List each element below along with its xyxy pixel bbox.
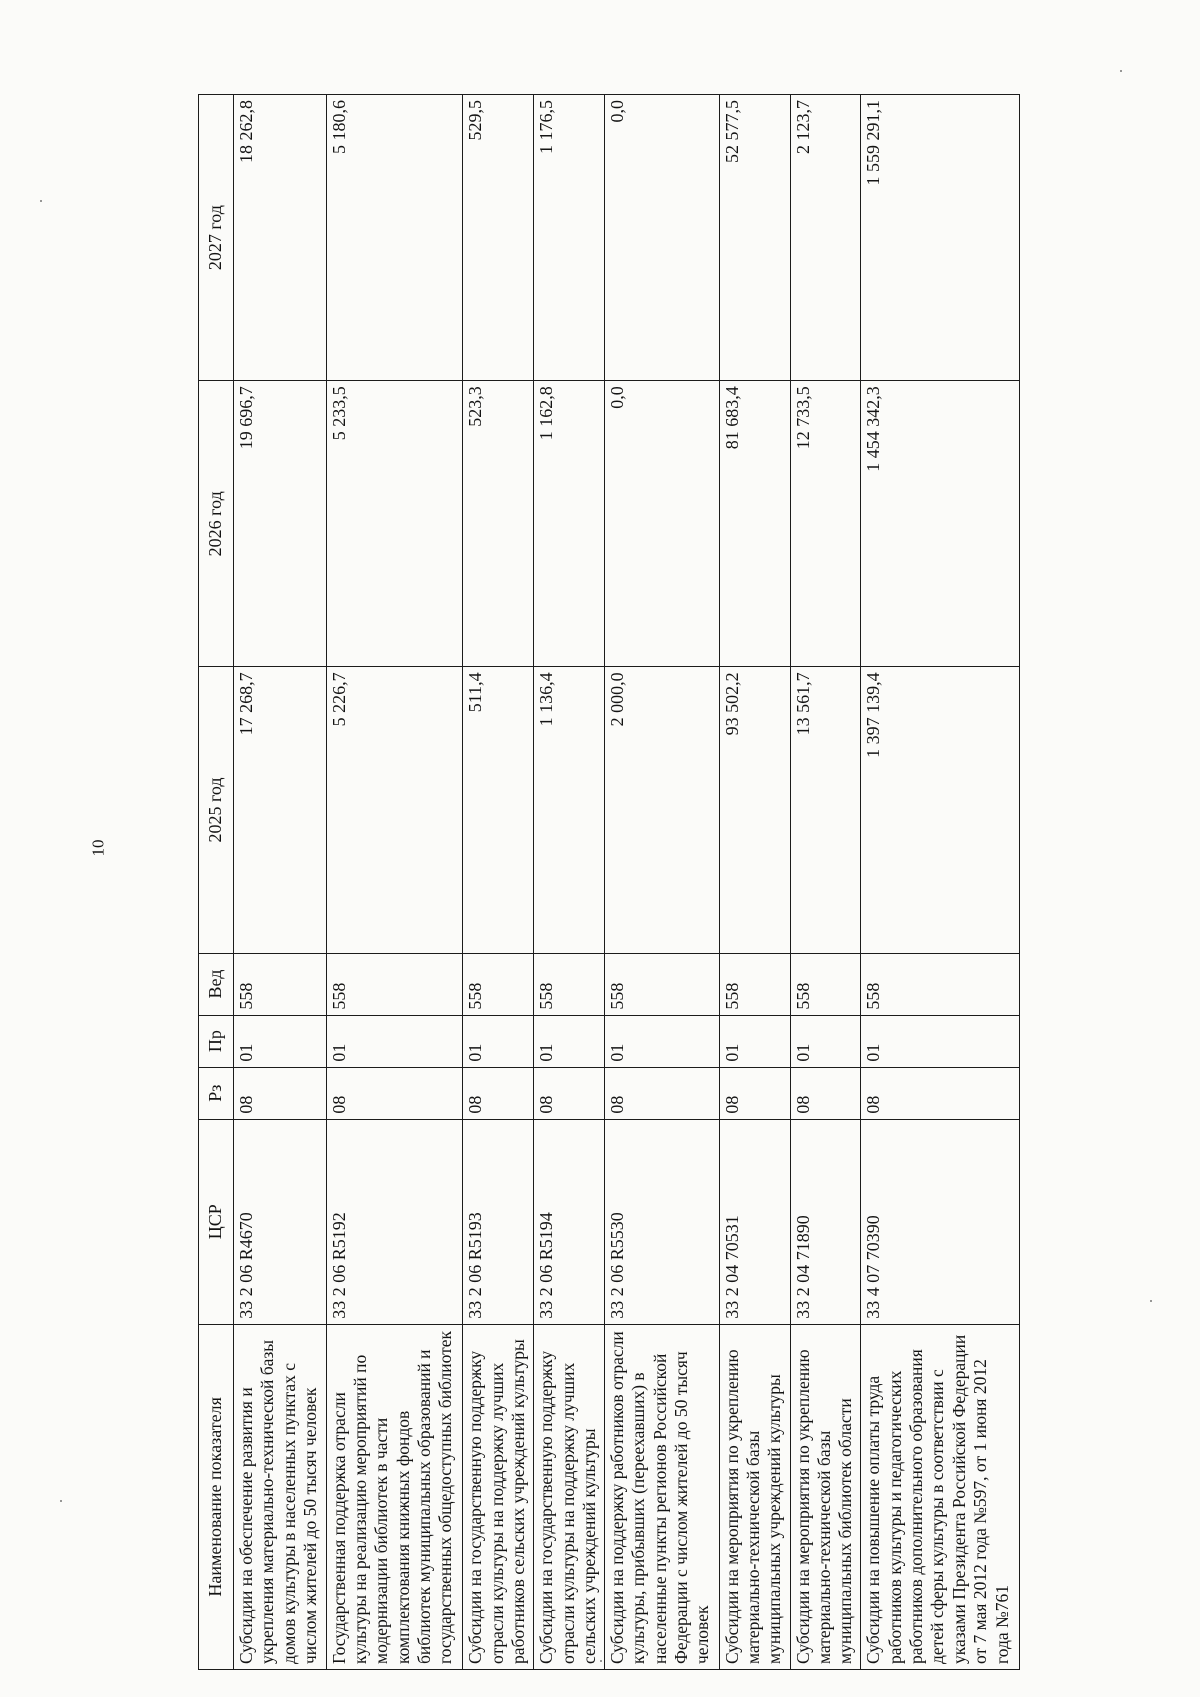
row-rz: 08 [534,1067,605,1119]
row-ved: 558 [326,953,463,1015]
row-2026: 12 733,5 [790,381,861,667]
row-pr: 01 [790,1015,861,1067]
header-ved: Вед [199,953,234,1015]
header-name: Наименование показателя [199,1324,234,1669]
row-2025: 2 000,0 [605,667,720,953]
table-row [790,95,861,1670]
row-2026: 1 162,8 [534,381,605,667]
subsidy-table [198,94,1020,1670]
row-pr: 01 [534,1015,605,1067]
row-2027: 5 180,6 [326,95,463,381]
row-rz: 08 [861,1067,1020,1119]
row-pr: 01 [326,1015,463,1067]
row-ved: 558 [234,953,327,1015]
row-ved: 558 [605,953,720,1015]
row-2027: 1 176,5 [534,95,605,381]
table-row [861,95,1020,1670]
header-row [199,95,234,1670]
row-csr: 33 2 06 R5192 [326,1119,463,1324]
row-csr: 33 2 06 R5194 [534,1119,605,1324]
row-pr: 01 [234,1015,327,1067]
page-number: 10 [88,839,108,857]
row-csr: 33 2 04 71890 [790,1119,861,1324]
row-2026: 0,0 [605,381,720,667]
table-row [463,95,534,1670]
row-rz: 08 [463,1067,534,1119]
table-row [605,95,720,1670]
row-name: Субсидии на государственную поддержку отрасли культуры на поддержку лучших сельских учреждений культуры [534,1324,605,1669]
row-ved: 558 [861,953,1020,1015]
row-2027: 0,0 [605,95,720,381]
row-2026: 81 683,4 [719,381,790,667]
row-2026: 1 454 342,3 [861,381,1020,667]
rotated-table-container [198,94,1020,1670]
row-pr: 01 [861,1015,1020,1067]
header-csr: ЦСР [199,1119,234,1324]
row-pr: 01 [719,1015,790,1067]
row-ved: 558 [790,953,861,1015]
header-2026: 2026 год [199,381,234,667]
row-2026: 523,3 [463,381,534,667]
row-2025: 5 226,7 [326,667,463,953]
header-rz: Рз [199,1067,234,1119]
row-name: Субсидии на поддержку работников отрасли культуры, прибывших (переехавших) в населенные пункты регионов Российской Федерации с числом жителей до 50 тысяч человек [605,1324,720,1669]
row-csr: 33 4 07 70390 [861,1119,1020,1324]
row-2027: 1 559 291,1 [861,95,1020,381]
row-ved: 558 [534,953,605,1015]
row-2025: 511,4 [463,667,534,953]
scan-speck [1150,1300,1152,1302]
row-csr: 33 2 04 70531 [719,1119,790,1324]
row-2025: 1 136,4 [534,667,605,953]
row-2027: 529,5 [463,95,534,381]
row-2026: 5 233,5 [326,381,463,667]
header-2027: 2027 год [199,95,234,381]
table-row [326,95,463,1670]
row-rz: 08 [326,1067,463,1119]
row-2027: 2 123,7 [790,95,861,381]
row-2025: 17 268,7 [234,667,327,953]
scan-speck [600,1660,602,1662]
table-row [534,95,605,1670]
row-ved: 558 [719,953,790,1015]
scan-speck [40,200,42,202]
row-2025: 93 502,2 [719,667,790,953]
row-csr: 33 2 06 R5530 [605,1119,720,1324]
row-rz: 08 [719,1067,790,1119]
row-name: Субсидии на мероприятия по укреплению материально-технической базы муниципальных библиотек области [790,1324,861,1669]
row-2027: 52 577,5 [719,95,790,381]
row-pr: 01 [463,1015,534,1067]
row-ved: 558 [463,953,534,1015]
row-2026: 19 696,7 [234,381,327,667]
table-row [234,95,327,1670]
row-2027: 18 262,8 [234,95,327,381]
row-csr: 33 2 06 R5193 [463,1119,534,1324]
row-name: Субсидии на государственную поддержку отрасли культуры на поддержку лучших работников сельских учреждений культуры [463,1324,534,1669]
scan-speck [1120,70,1122,72]
row-name: Субсидии на повышение оплаты труда работников культуры и педагогических работников дополнительного образования детей сферы культуры в соответствии с указами Президента Российской Федерации от 7 мая 2012 года №597, от 1 июня 2012 года №761 [861,1324,1020,1669]
row-pr: 01 [605,1015,720,1067]
row-2025: 1 397 139,4 [861,667,1020,953]
row-rz: 08 [234,1067,327,1119]
row-csr: 33 2 06 R4670 [234,1119,327,1324]
row-2025: 13 561,7 [790,667,861,953]
row-rz: 08 [790,1067,861,1119]
header-2025: 2025 год [199,667,234,953]
row-name: Субсидии на обеспечение развития и укрепления материально-технической базы домов культуры в населенных пунктах с числом жителей до 50 тысяч человек [234,1324,327,1669]
row-name: Государственная поддержка отрасли культуры на реализацию мероприятий по модернизации библиотек в части комплектования книжных фондов библиотек муниципальных образований и государственных общедоступных библиотек [326,1324,463,1669]
row-name: Субсидии на мероприятия по укреплению материально-технической базы муниципальных учреждений культуры [719,1324,790,1669]
scan-speck [60,1500,62,1502]
row-rz: 08 [605,1067,720,1119]
header-pr: Пр [199,1015,234,1067]
table-row [719,95,790,1670]
